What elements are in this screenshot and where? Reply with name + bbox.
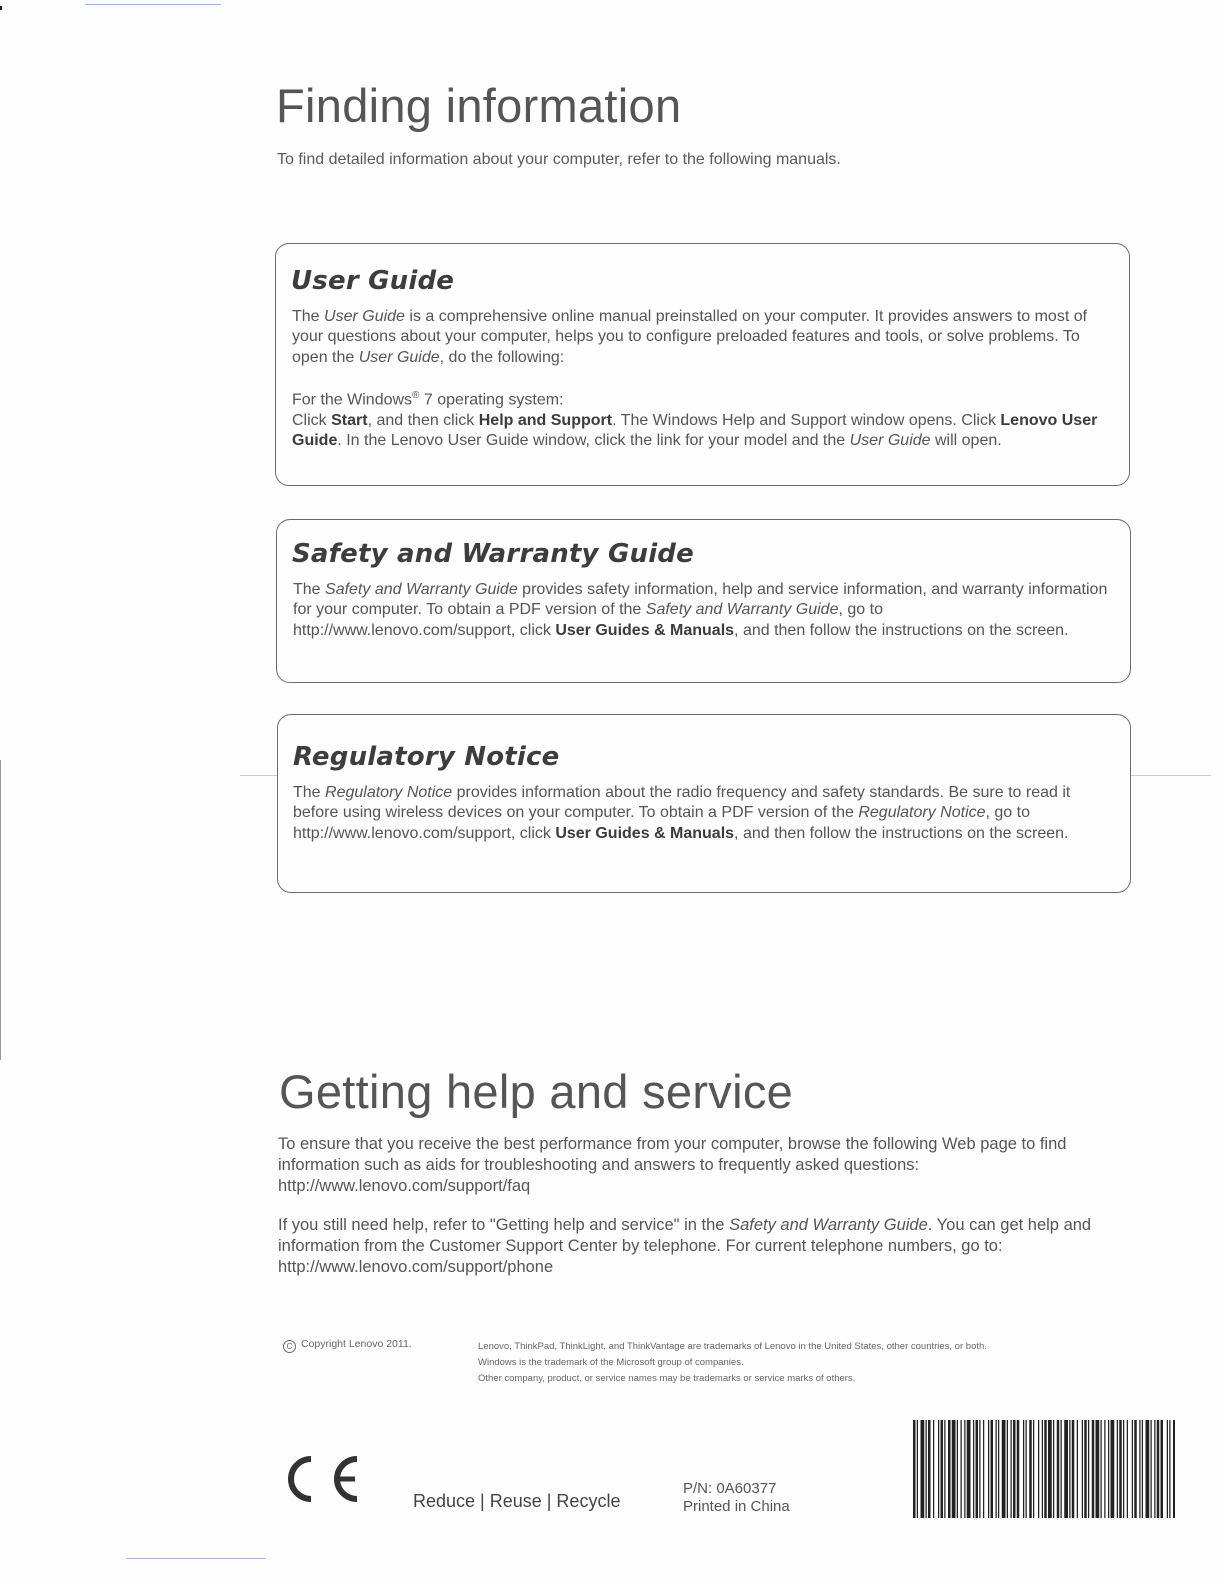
barcode-bar <box>1173 1420 1175 1518</box>
fold-line-left <box>240 775 277 776</box>
barcode-bar <box>913 1420 916 1518</box>
barcode-bar <box>1111 1420 1115 1518</box>
barcode-bar <box>967 1420 971 1518</box>
barcode-icon <box>913 1420 1175 1518</box>
barcode-bar <box>1119 1420 1122 1518</box>
barcode-bar <box>1072 1420 1075 1518</box>
barcode-bar <box>1101 1420 1102 1518</box>
page-left-edge <box>0 760 1 1060</box>
getting-help-heading: Getting help and service <box>279 1065 794 1118</box>
barcode-bar <box>1092 1420 1095 1518</box>
barcode-bar <box>1088 1420 1089 1518</box>
barcode-bar <box>917 1420 918 1518</box>
barcode-bar <box>1077 1420 1078 1518</box>
ce-mark-icon <box>285 1453 365 1505</box>
barcode-bar <box>1123 1420 1124 1518</box>
barcode-bar <box>1127 1420 1128 1518</box>
barcode-bar <box>1033 1420 1034 1518</box>
barcode-bar <box>1104 1420 1105 1518</box>
barcode-bar <box>988 1420 989 1518</box>
barcode-bar <box>1082 1420 1083 1518</box>
barcode-bar <box>964 1420 965 1518</box>
barcode-bar <box>926 1420 927 1518</box>
barcode-bar <box>1169 1420 1170 1518</box>
user-guide-heading: User Guide <box>291 266 455 296</box>
reduce-reuse-recycle-text: Reduce | Reuse | Recycle <box>413 1491 621 1511</box>
barcode-bar <box>1029 1420 1032 1518</box>
barcode-bar <box>1108 1420 1109 1518</box>
barcode-bar <box>1157 1420 1160 1518</box>
user-guide-box <box>275 243 1130 486</box>
copyright-icon: C <box>283 1340 296 1353</box>
barcode-bar <box>1026 1420 1027 1518</box>
trademark-notice <box>478 1339 987 1387</box>
barcode-bar <box>1154 1420 1155 1518</box>
barcode-bar <box>1132 1420 1133 1518</box>
barcode-bar <box>1069 1420 1070 1518</box>
barcode-bar <box>973 1420 974 1518</box>
trademark-line: Other company, product, or service names may be trademarks or service marks of others. <box>478 1373 856 1384</box>
fold-line-right <box>1131 775 1211 776</box>
barcode-bar <box>948 1420 951 1518</box>
scan-corner-mark <box>0 6 2 10</box>
barcode-bar <box>1038 1420 1039 1518</box>
barcode-bar <box>991 1420 994 1518</box>
barcode-bar <box>1167 1420 1168 1518</box>
barcode-bar <box>1042 1420 1043 1518</box>
barcode-bar <box>921 1420 925 1518</box>
regulatory-notice-box <box>277 714 1131 893</box>
copyright-text: Copyright Lenovo 2011. <box>301 1338 412 1350</box>
barcode-bar <box>998 1420 999 1518</box>
user-guide-description: The User Guide is a comprehensive online manual preinstalled on your computer. It provides answers to most of your questions about your computer, helps you to configure preloaded features and tools, or solve problems. To open the User Guide, do the following: <box>292 308 1088 366</box>
barcode-bar <box>961 1420 962 1518</box>
barcode-bar <box>979 1420 980 1518</box>
part-number: P/N: 0A60377 <box>683 1480 777 1497</box>
barcode-bar <box>933 1420 934 1518</box>
safety-warranty-guide-heading: Safety and Warranty Guide <box>292 539 694 569</box>
barcode-bar <box>952 1420 956 1518</box>
user-guide-windows-instructions: For the Windows® 7 operating system: Click Start, and then click Help and Support. The Windows Help and Support window opens. Click Lenovo User Guide. In the Lenovo User Guide window, click the link for your model and the User Guide will open. <box>292 390 1098 449</box>
barcode-bar <box>941 1420 944 1518</box>
barcode-bar <box>983 1420 984 1518</box>
barcode-bar <box>1117 1420 1118 1518</box>
safety-warranty-guide-box <box>276 519 1131 683</box>
barcode-bar <box>1048 1420 1052 1518</box>
finding-intro-text: To find detailed information about your computer, refer to the following manuals. <box>277 151 841 168</box>
barcode-bar <box>1011 1420 1012 1518</box>
help-phone-paragraph: If you still need help, refer to "Getting help and service" in the Safety and Warranty Guide. You can get help and information from the Customer Support Center by telephone. For current telephone numbers, go to: http://www.lenovo.com/support/phone <box>278 1216 1092 1276</box>
scan-top-line <box>85 4 221 5</box>
barcode-bar <box>1146 1420 1150 1518</box>
barcode-bar <box>1084 1420 1087 1518</box>
printed-in: Printed in China <box>683 1498 790 1515</box>
barcode-bar <box>1053 1420 1054 1518</box>
barcode-bar <box>938 1420 939 1518</box>
finding-information-heading: Finding information <box>276 79 682 132</box>
help-faq-paragraph: To ensure that you receive the best performance from your computer, browse the following Web page to find information such as aids for troubleshooting and answers to frequently asked questions: http://www.lenovo.com/support/faq <box>278 1135 1067 1195</box>
barcode-bar <box>1161 1420 1164 1518</box>
barcode-bar <box>1013 1420 1016 1518</box>
barcode-bar <box>1096 1420 1100 1518</box>
part-number-block <box>683 1480 790 1516</box>
barcode-bar <box>1017 1420 1020 1518</box>
barcode-bar <box>976 1420 979 1518</box>
barcode-bar <box>1061 1420 1062 1518</box>
barcode-bar <box>1064 1420 1068 1518</box>
barcode-bar <box>1142 1420 1143 1518</box>
barcode-bar <box>1134 1420 1137 1518</box>
barcode-bar <box>1139 1420 1140 1518</box>
safety-warranty-guide-description: The Safety and Warranty Guide provides safety information, help and service information, and warranty information for your computer. To obtain a PDF version of the Safety and Warranty Guide, go to http://www.lenovo.com/support, click User Guides & Manuals, and then follow the instructions on the screen. <box>293 581 1108 639</box>
barcode-bar <box>928 1420 931 1518</box>
regulatory-notice-description: The Regulatory Notice provides information about the radio frequency and safety standards. Be sure to read it before using wireless devices on your computer. To obtain a PDF version of the Regulatory Notice, go to http://www.lenovo.com/support, click User Guides & Manuals, and then follow the instructions on the screen. <box>293 784 1071 842</box>
scan-bottom-line <box>126 1558 266 1559</box>
barcode-bar <box>1023 1420 1024 1518</box>
barcode-bar <box>1057 1420 1060 1518</box>
barcode-bar <box>957 1420 958 1518</box>
barcode-bar <box>944 1420 945 1518</box>
copyright-notice <box>283 1338 412 1353</box>
barcode-bar <box>996 1420 997 1518</box>
trademark-line: Lenovo, ThinkPad, ThinkLight, and ThinkVantage are trademarks of Lenovo in the United States, other countries, or both. <box>478 1341 987 1352</box>
trademark-line: Windows is the trademark of the Microsoft group of companies. <box>478 1357 744 1368</box>
barcode-bar <box>1002 1420 1006 1518</box>
barcode-bar <box>1007 1420 1008 1518</box>
barcode-bar <box>1151 1420 1152 1518</box>
regulatory-notice-heading: Regulatory Notice <box>293 742 560 772</box>
barcode-bar <box>1044 1420 1047 1518</box>
